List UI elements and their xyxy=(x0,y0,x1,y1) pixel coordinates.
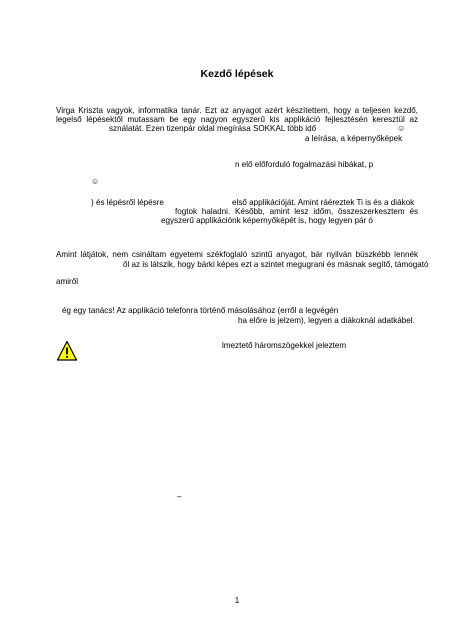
warning-text: lmeztető háromszögekkel jeleztem xyxy=(222,341,347,350)
paragraph-line: legelső lépésektől mutassam be egy nagyon egyszerű kis applikáció fejlesztésén keresztül az xyxy=(56,115,418,124)
document-title: Kezdő lépések xyxy=(200,68,274,80)
paragraph-line: ől az is látszik, hogy bárki képes ezt a szintet megugrani és másnak segítő, támogató xyxy=(123,260,429,269)
dash-mark: – xyxy=(177,492,182,501)
smiley-icon: ☺ xyxy=(397,124,406,133)
paragraph-line: ég egy tanács! Az applikáció telefonra történő másolásához (erről a legvégén xyxy=(62,306,339,315)
paragraph-line: fogtok haladni. Később, amint lesz időm, összeszerkesztem és xyxy=(175,207,418,216)
paragraph-line: Amint látjátok, nem csináltam egyetemi székfoglaló szintű anyagot, bár nyilván büszkébb lennék xyxy=(56,250,418,259)
paragraph-line: ha előre is jelzem), legyen a diákoknál adatkábel. xyxy=(238,316,415,325)
paragraph-line: sználatát. Ezen tizenpár oldal megírása SOKKAL több idő xyxy=(109,124,317,133)
paragraph-line: n elő előforduló fogalmazási hibákat, p xyxy=(235,160,374,169)
page-number: 1 xyxy=(234,596,240,605)
paragraph-line: a leírása, a képernyőképek xyxy=(305,134,403,143)
warning-triangle-icon xyxy=(56,340,78,362)
paragraph-line: egyszerű applikációnk képernyőképét is, hogy legyen pár ó xyxy=(161,216,373,225)
paragraph-line: amiről xyxy=(56,277,79,286)
paragraph-line: Virga Kriszta vagyok, informatika tanár. Ezt az anyagot azért készítettem, hogy a teljesen kezdő, xyxy=(56,106,418,115)
paragraph-line: első applikációját. Amint ráéreztek Ti is és a diákok xyxy=(232,198,415,207)
paragraph-line: ) és lépésről lépésre xyxy=(91,198,164,207)
smiley-icon: ☺ xyxy=(91,177,100,186)
